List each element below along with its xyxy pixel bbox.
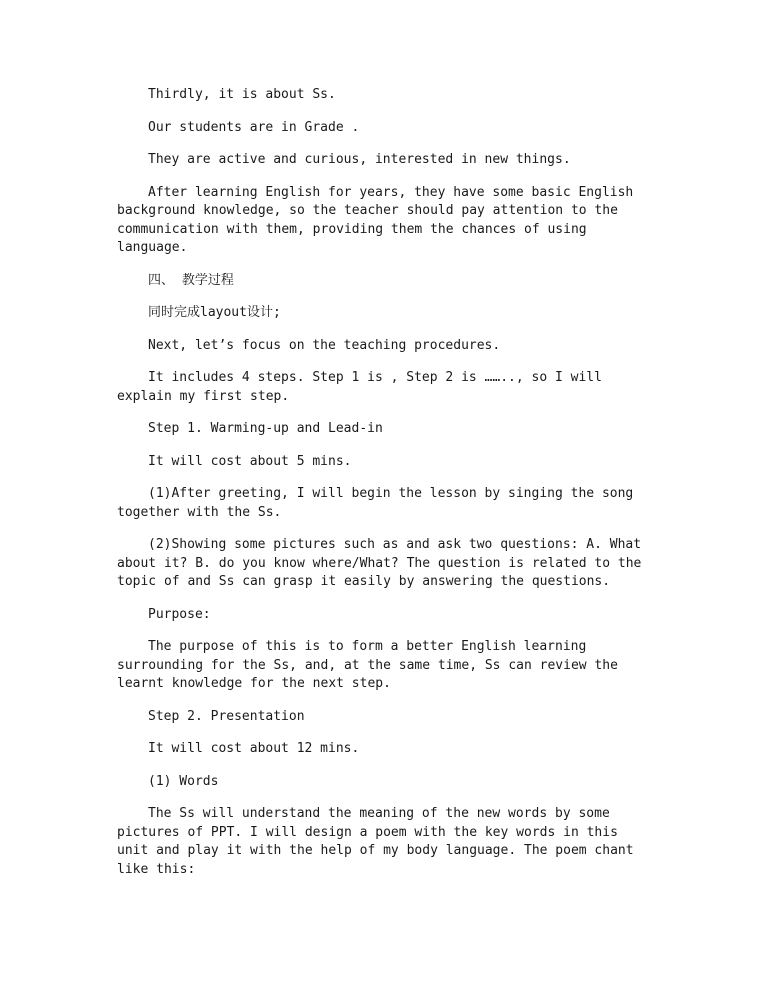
paragraph-grade: Our students are in Grade . (148, 119, 360, 135)
paragraph-words: The Ss will understand the meaning of the new words by some pictures of PPT. I will design a poem with the key words in this unit and play it with the help of my body language. The poem chant like this: (117, 806, 634, 877)
paragraph-step2-time: It will cost about 12 mins. (148, 741, 360, 756)
section-heading-teaching-process: 四、 教学过程 (148, 272, 234, 288)
paragraph-thirdly: Thirdly, it is about Ss. (148, 87, 336, 102)
paragraph-step1-time: It will cost about 5 mins. (148, 453, 352, 469)
paragraph-purpose: The purpose of this is to form a better English learning surrounding for the Ss, and, at the same time, Ss can review the learnt knowledge for the next step. (117, 639, 618, 691)
paragraph-step1-item1: (1)After greeting, I will begin the lesson by singing the song together with the Ss. (117, 486, 634, 520)
paragraph-background: After learning English for years, they have some basic English background knowledge, so the teacher should pay attention to the communication with them, providing them the chances of using language. (117, 184, 634, 255)
step-1-heading: Step 1. Warming-up and Lead-in (148, 421, 383, 436)
words-label: (1) Words (148, 773, 219, 789)
paragraph-steps: It includes 4 steps. Step 1 is , Step 2 is …….., so I will explain my first step. (117, 370, 602, 404)
paragraph-step1-item2: (2)Showing some pictures such as and ask two questions: A. What about it? B. do you know where/What? The question is related to the topic of and Ss can grasp it easily by answering the questions. (117, 537, 642, 589)
paragraph-active: They are active and curious, interested in new things. (148, 152, 571, 167)
step-2-heading: Step 2. Presentation (148, 708, 305, 724)
purpose-label: Purpose: (148, 606, 211, 622)
paragraph-next: Next, let’s focus on the teaching procedures. (148, 337, 501, 353)
paragraph-layout: 同时完成layout设计; (148, 305, 281, 320)
document-body (117, 86, 653, 893)
